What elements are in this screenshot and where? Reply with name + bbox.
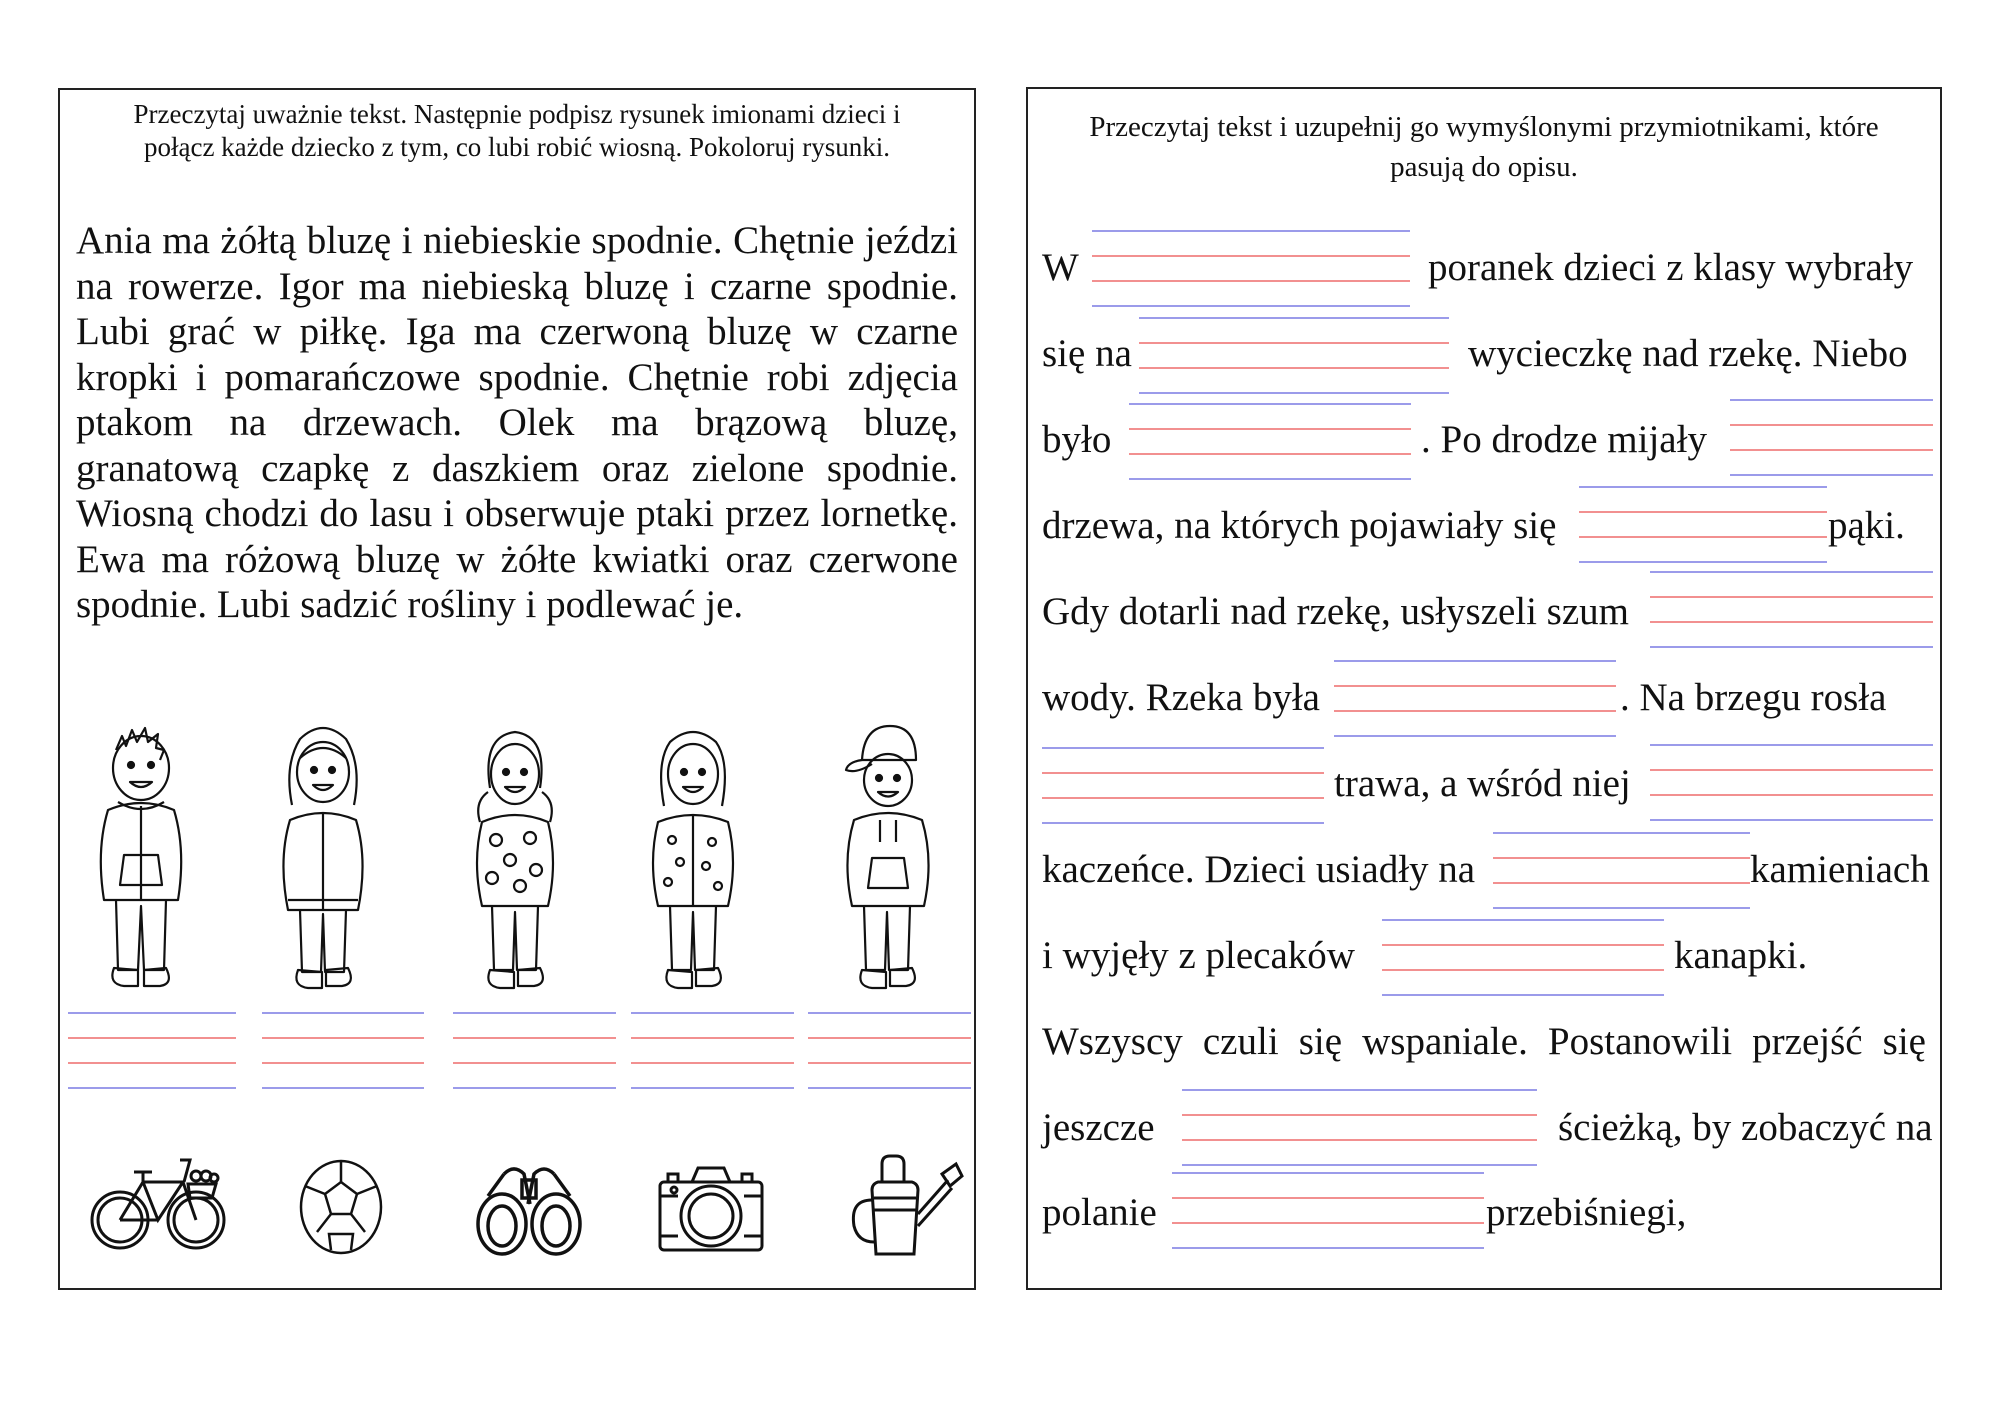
adjective-blank[interactable] <box>1042 747 1324 825</box>
text-fragment: . Po drodze mijały <box>1421 418 1707 461</box>
text-fragment: i wyjęły z plecaków <box>1042 934 1355 977</box>
text-fragment: pąki. <box>1828 504 1905 547</box>
text-fragment: kanapki. <box>1674 934 1808 977</box>
adjective-blank[interactable] <box>1129 403 1411 481</box>
adjective-blank[interactable] <box>1650 744 1933 822</box>
fill-in-adjectives-panel <box>1026 87 1942 1290</box>
boy-spiky-hair-hoodie-icon <box>86 710 196 995</box>
boy-cap-hoodie-icon <box>832 710 942 995</box>
text-fragment: W <box>1042 246 1079 289</box>
adjective-blank[interactable] <box>1382 919 1664 997</box>
text-fragment: wody. Rzeka była <box>1042 676 1320 719</box>
text-fragment: przebiśniegi, <box>1486 1191 1687 1234</box>
name-writing-lines[interactable] <box>68 1012 236 1112</box>
story-text: Ania ma żółtą bluzę i niebieskie spodnie. Chętnie jeździ na rowerze. Igor ma niebieską bluzę i czarne spodnie. Lubi grać w piłkę. Iga ma czerwoną bluzę w czarne kropki i pomarańczowe spodnie. Chętnie robi zdjęcia ptakom na drzewach. Olek ma brązową bluzę, granatową czapkę z daszkiem oraz zielone spodnie. Wiosną chodzi do lasu i obserwuje ptaki przez lornetkę. Ewa ma różową bluzę w żółte kwiatki oraz czerwone spodnie. Lubi sadzić rośliny i podlewać je. <box>76 219 958 626</box>
text-fragment: Wszyscy czuli się wspaniale. Postanowili przejść się <box>1042 1020 1926 1063</box>
reading-exercise-panel <box>58 88 976 1290</box>
watering-can-icon <box>842 1152 962 1262</box>
text-fragment: poranek dzieci z klasy wybrały <box>1428 246 1914 289</box>
text-fragment: jeszcze <box>1042 1106 1155 1149</box>
camera-icon <box>656 1152 766 1262</box>
text-fragment: było <box>1042 418 1112 461</box>
soccer-ball-icon <box>296 1152 386 1262</box>
text-fragment: drzewa, na których pojawiały się <box>1042 504 1557 547</box>
text-fragment: kamieniach <box>1750 848 1930 891</box>
text-fragment: wycieczkę nad rzekę. Niebo <box>1468 332 1908 375</box>
name-writing-lines[interactable] <box>262 1012 424 1112</box>
exercise-instruction: Przeczytaj tekst i uzupełnij go wymyślonymi przymiotnikami, które pasują do opisu. <box>1089 111 1879 183</box>
adjective-blank[interactable] <box>1650 571 1933 649</box>
name-writing-lines[interactable] <box>453 1012 616 1112</box>
exercise-instruction: Przeczytaj uważnie tekst. Następnie podpisz rysunek imionami dzieci i połącz każde dziecko z tym, co lubi robić wiosną. Pokoloruj rysunki. <box>133 99 901 162</box>
text-fragment: polanie <box>1042 1191 1157 1234</box>
girl-flower-sweater-icon <box>460 710 570 995</box>
text-fragment: trawa, a wśród niej <box>1334 762 1631 805</box>
adjective-blank[interactable] <box>1334 660 1616 738</box>
text-fragment: kaczeńce. Dzieci usiadły na <box>1042 848 1476 891</box>
text-fragment: Gdy dotarli nad rzekę, usłyszeli szum <box>1042 590 1629 633</box>
adjective-blank[interactable] <box>1579 486 1827 564</box>
bicycle-icon <box>88 1152 228 1262</box>
adjective-blank[interactable] <box>1092 230 1410 308</box>
name-writing-lines[interactable] <box>631 1012 794 1112</box>
adjective-blank[interactable] <box>1182 1089 1537 1167</box>
text-fragment: . Na brzegu rosła <box>1620 676 1887 719</box>
adjective-blank[interactable] <box>1493 832 1750 910</box>
adjective-blank[interactable] <box>1139 317 1449 395</box>
adjective-blank[interactable] <box>1172 1172 1484 1250</box>
name-writing-lines[interactable] <box>808 1012 971 1112</box>
girl-zip-jacket-icon <box>268 710 378 995</box>
girl-polka-dot-jacket-icon <box>638 710 748 995</box>
text-fragment: się na <box>1042 332 1132 375</box>
adjective-blank[interactable] <box>1730 399 1933 477</box>
text-fragment: ścieżką, by zobaczyć na <box>1558 1106 1933 1149</box>
binoculars-icon <box>474 1152 584 1262</box>
